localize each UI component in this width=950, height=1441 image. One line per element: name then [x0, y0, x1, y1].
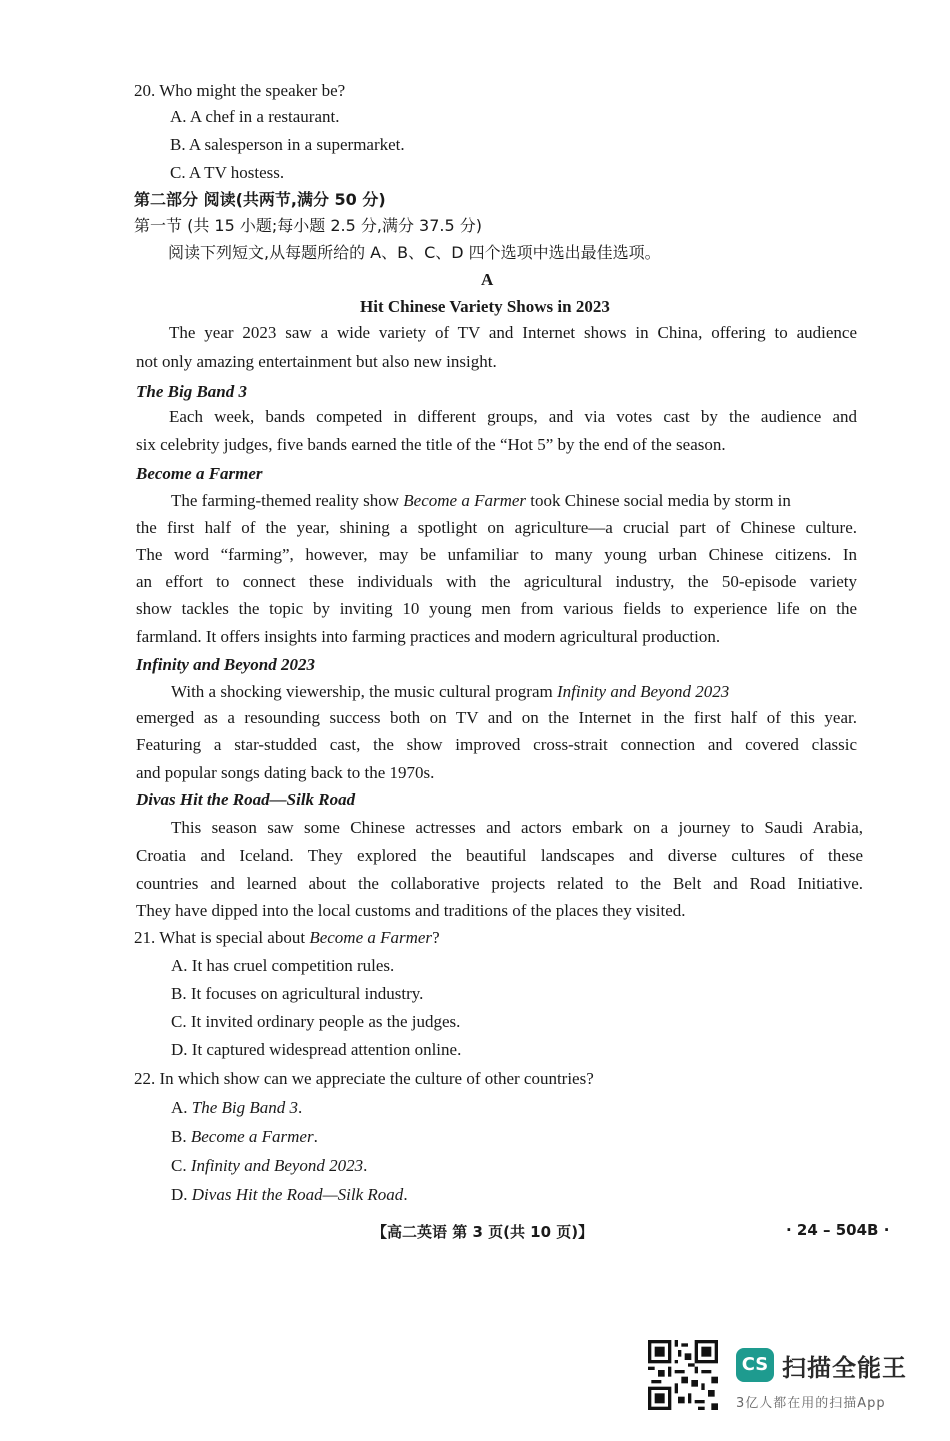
- page-footer-center: 【高二英语 第 3 页(共 10 页)】: [372, 1223, 594, 1241]
- q22-option-d: D. Divas Hit the Road—Silk Road.: [171, 1185, 408, 1204]
- s2-line-4: an effort to connect these individuals with the agricultural industry, the 50-episode variety: [136, 572, 857, 591]
- s1-line-2: six celebrity judges, five bands earned the title of the “Hot 5” by the end of the season.: [136, 435, 726, 454]
- q22-option-a: A. The Big Band 3.: [171, 1098, 303, 1117]
- q20-stem: 20. Who might the speaker be?: [134, 81, 346, 100]
- qr-code-icon: [648, 1340, 718, 1410]
- heading-become-a-farmer: Become a Farmer: [136, 464, 263, 483]
- q22-option-b: B. Become a Farmer.: [171, 1127, 318, 1146]
- s2-line-6: farmland. It offers insights into farming practices and modern agricultural production.: [136, 627, 721, 646]
- passage-letter: A: [481, 270, 494, 289]
- part2-instruction: 阅读下列短文,从每题所给的 A、B、C、D 四个选项中选出最佳选项。: [168, 243, 661, 262]
- q20-option-b: B. A salesperson in a supermarket.: [170, 135, 405, 154]
- s3-line-1: With a shocking viewership, the music cultural program Infinity and Beyond 2023: [171, 682, 730, 701]
- q20-option-a: A. A chef in a restaurant.: [170, 107, 340, 126]
- s4-line-4: They have dipped into the local customs and traditions of the places they visited.: [136, 901, 686, 920]
- s2-line-5: show tackles the topic by inviting 10 young men from various fields to experience life on the: [136, 599, 857, 618]
- heading-big-band-3: The Big Band 3: [136, 382, 247, 401]
- scanner-watermark: [640, 1336, 930, 1416]
- q21-option-b: B. It focuses on agricultural industry.: [171, 984, 424, 1003]
- part2-header: 第二部分 阅读(共两节,满分 50 分): [134, 190, 386, 209]
- intro-line-2: not only amazing entertainment but also new insight.: [136, 352, 497, 371]
- q20-option-c: C. A TV hostess.: [170, 163, 285, 182]
- s3-line-4: and popular songs dating back to the 1970s.: [136, 763, 435, 782]
- camscanner-tagline: 3亿人都在用的扫描App: [736, 1396, 886, 1411]
- s4-line-3: countries and learned about the collaborative projects related to the Belt and Road Initiative.: [136, 874, 863, 893]
- passage-title: Hit Chinese Variety Shows in 2023: [360, 297, 610, 316]
- q21-option-c: C. It invited ordinary people as the judges.: [171, 1012, 461, 1031]
- camscanner-logo: CS: [736, 1348, 774, 1382]
- s4-line-2: Croatia and Iceland. They explored the beautiful landscapes and diverse cultures of these: [136, 846, 863, 865]
- s3-line-3: Featuring a star-studded cast, the show improved cross-strait connection and covered classic: [136, 735, 857, 754]
- heading-infinity-and-beyond: Infinity and Beyond 2023: [136, 655, 315, 674]
- s2-line-1: The farming-themed reality show Become a Farmer took Chinese social media by storm in: [171, 491, 791, 510]
- q22-stem: 22. In which show can we appreciate the culture of other countries?: [134, 1069, 594, 1088]
- q21-option-a: A. It has cruel competition rules.: [171, 956, 395, 975]
- s2-line-2: the first half of the year, shining a spotlight on agriculture—a crucial part of Chinese culture.: [136, 518, 857, 537]
- q21-stem: 21. What is special about Become a Farmer?: [134, 928, 440, 947]
- q22-option-c: C. Infinity and Beyond 2023.: [171, 1156, 368, 1175]
- q21-option-d: D. It captured widespread attention online.: [171, 1040, 462, 1059]
- intro-line-1: The year 2023 saw a wide variety of TV and Internet shows in China, offering to audience: [169, 323, 857, 342]
- s3-line-2: emerged as a resounding success both on TV and on the Internet in the first half of this year.: [136, 708, 857, 727]
- page-footer-code: · 24 – 504B ·: [786, 1221, 890, 1239]
- heading-divas-hit-the-road: Divas Hit the Road—Silk Road: [136, 790, 356, 809]
- s1-line-1: Each week, bands competed in different groups, and via votes cast by the audience and: [169, 407, 857, 426]
- s4-line-1: This season saw some Chinese actresses and actors embark on a journey to Saudi Arabia,: [171, 818, 863, 837]
- part2-section1: 第一节 (共 15 小题;每小题 2.5 分,满分 37.5 分): [134, 216, 482, 235]
- camscanner-name: 扫描全能王: [782, 1354, 907, 1382]
- s2-line-3: The word “farming”, however, may be unfamiliar to many young urban Chinese citizens. In: [136, 545, 857, 564]
